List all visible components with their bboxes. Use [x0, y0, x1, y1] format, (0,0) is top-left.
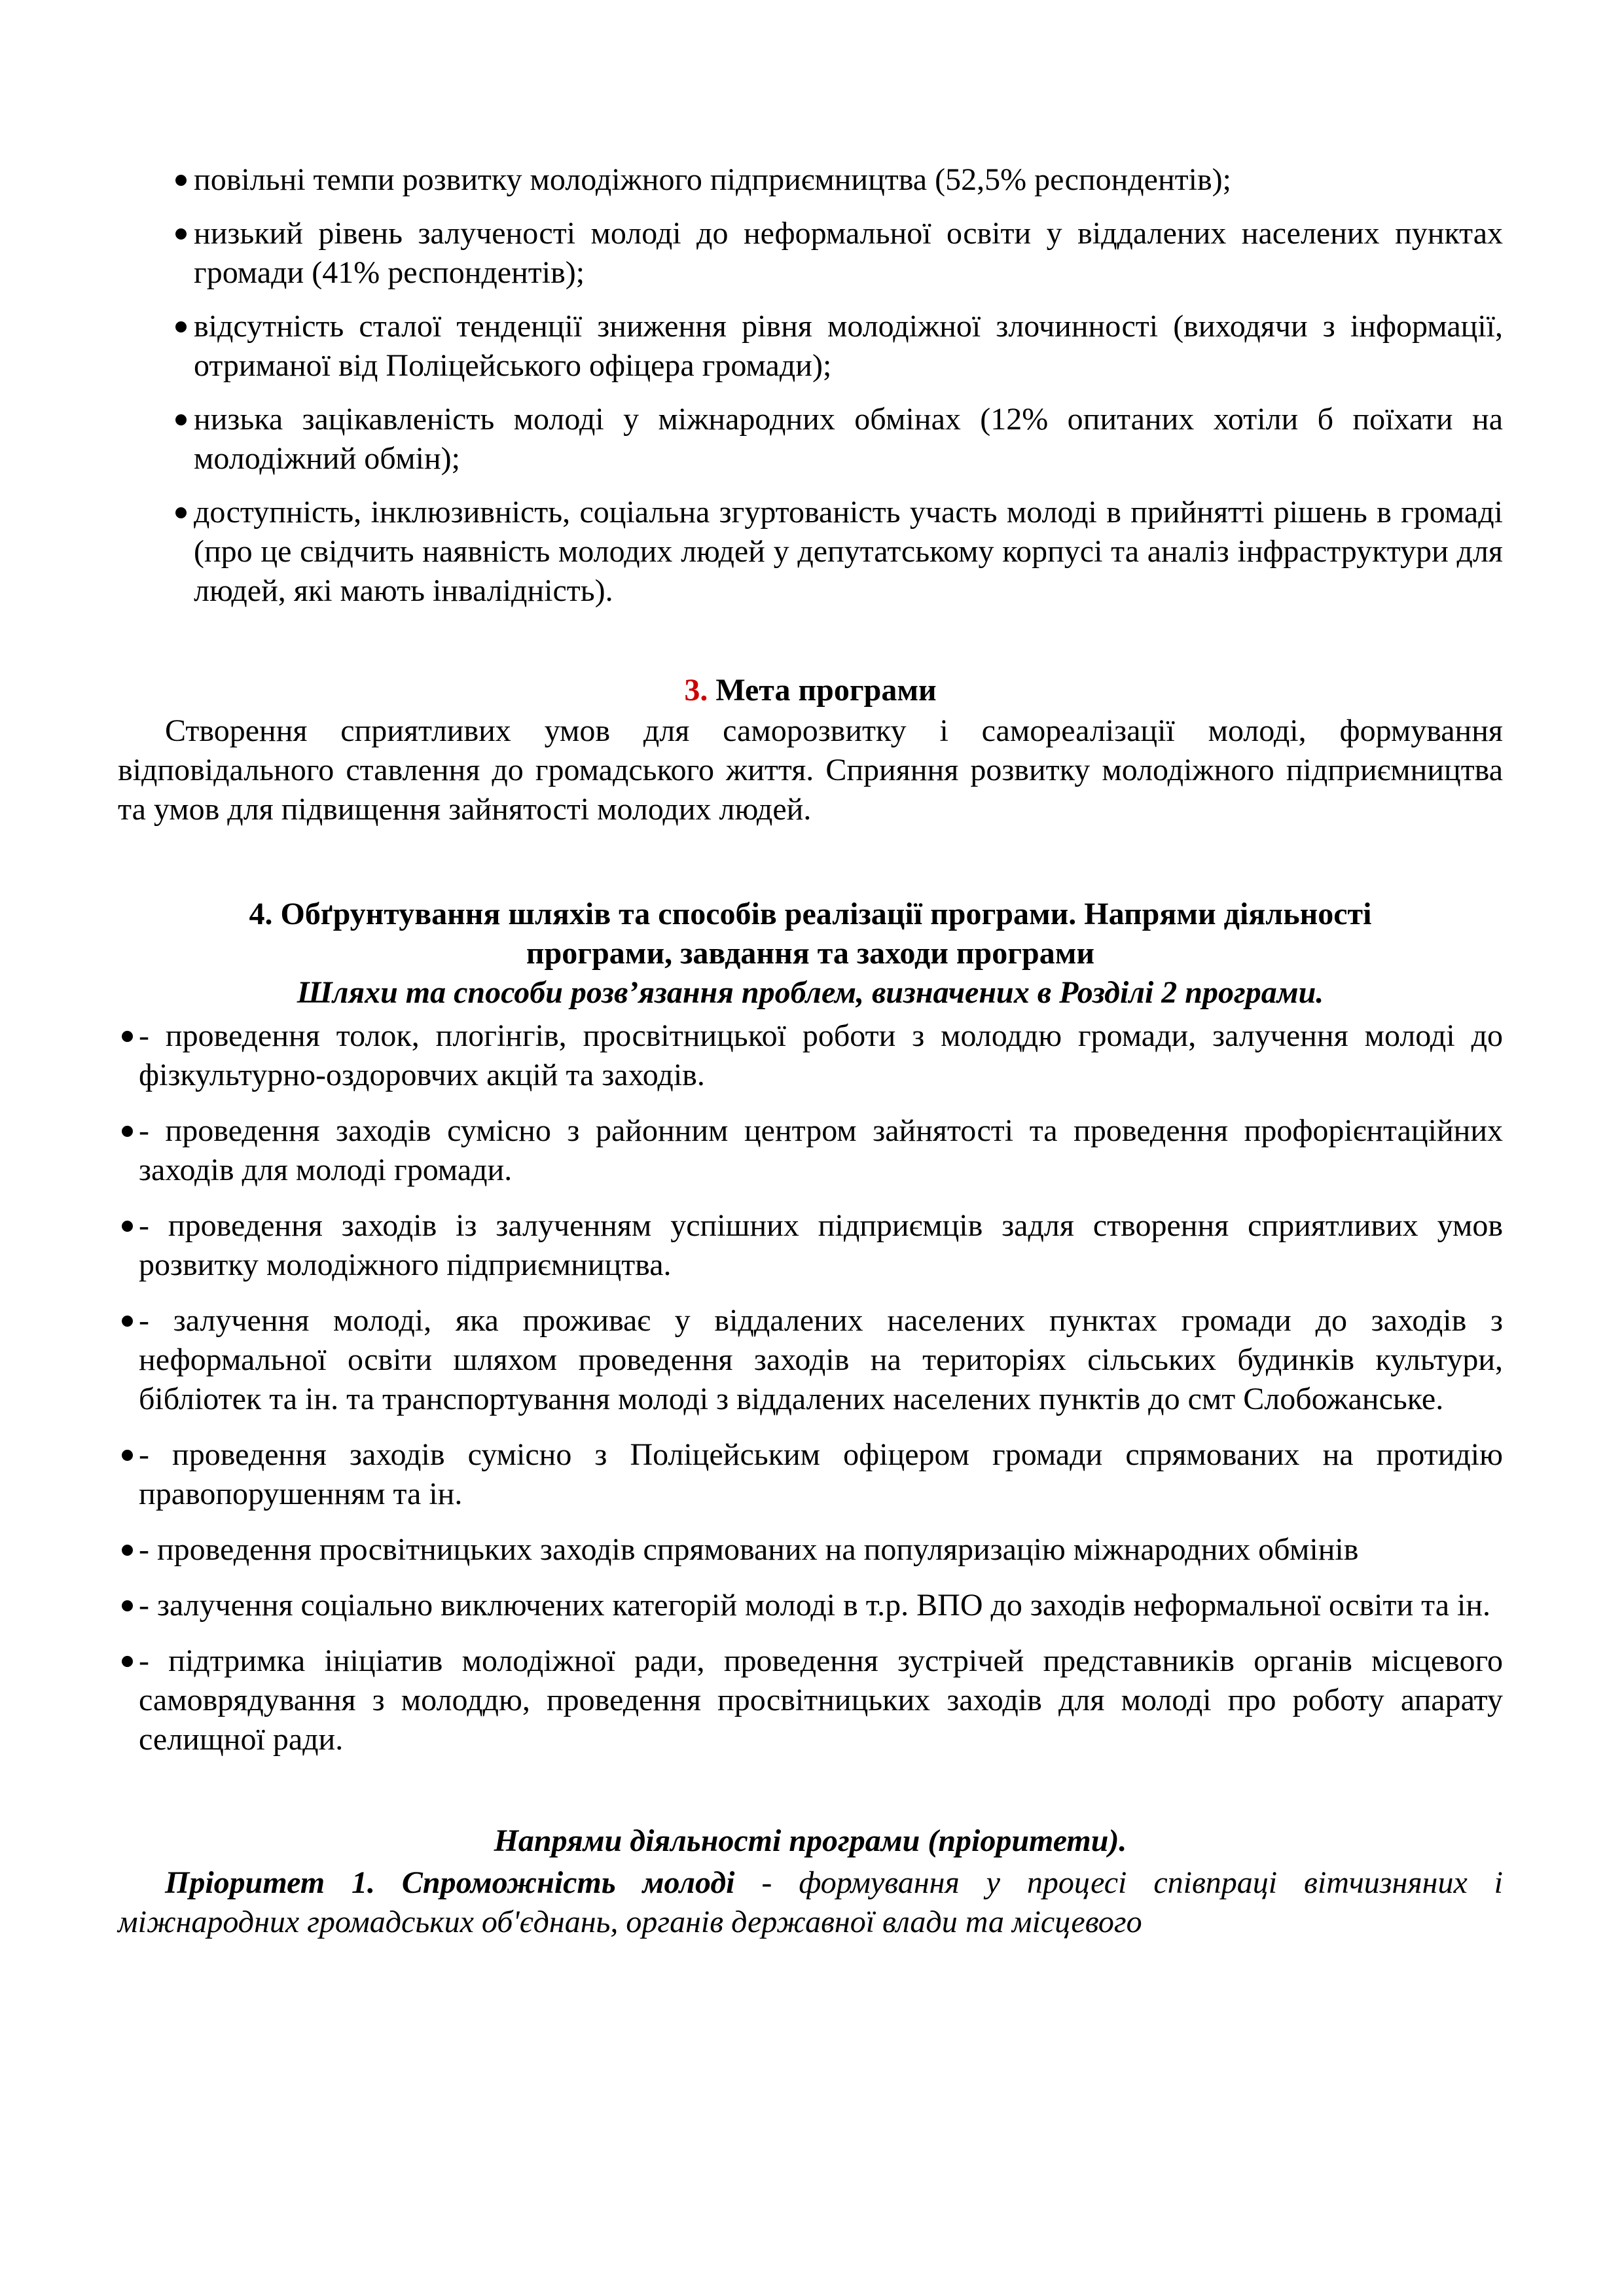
list-item-text: - проведення заходів сумісно з Поліцейським офіцером громади спрямованих на протидію правопорушенням та ін. [139, 1437, 1503, 1511]
section4-title-line2: програми, завдання та заходи програми [526, 936, 1095, 971]
bullet-icon [122, 1221, 133, 1232]
list-item [118, 160, 1503, 200]
list-item [118, 1206, 1503, 1285]
bullet-icon [122, 1600, 133, 1611]
section4-subtitle: Шляхи та способи розв’язання проблем, визначених в Розділі 2 програми. [297, 975, 1324, 1010]
list-item [118, 493, 1503, 611]
list-item-text: - проведення толок, плогінгів, просвітницької роботи з молоддю громади, залучення молоді до фізкультурно-оздоровчих акцій та заходів. [139, 1018, 1503, 1092]
list-item [118, 1111, 1503, 1190]
list-item [118, 1435, 1503, 1514]
bullet-icon [175, 228, 187, 240]
section3-paragraph: Створення сприятливих умов для саморозвитку і самореалізації молоді, формування відповідального ставлення до громадського життя. Сприяння розвитку молодіжного підприємництва та умов для підвищення зайнятості молодих людей. [118, 713, 1503, 827]
bullet-icon [175, 414, 187, 425]
list-item-text: низький рівень залученості молоді до неформальної освіти у віддалених населених пунктах громади (41% респондентів); [194, 216, 1503, 290]
bullet-icon [175, 321, 187, 332]
section3-heading [118, 671, 1503, 710]
bullet-icon [175, 175, 187, 186]
bullet-icon [122, 1031, 133, 1042]
bullet-icon [175, 507, 187, 518]
list-item [118, 307, 1503, 386]
section4-heading [118, 895, 1503, 973]
bullet-icon [122, 1126, 133, 1137]
priority1-lead: Пріоритет 1. Спроможність молоді [165, 1865, 735, 1900]
ways-list [118, 1016, 1503, 1759]
priority1-text: - формування у процесі співпраці вітчизняних і міжнародних громадських об'єднань, органів державної влади та місцевого [118, 1865, 1503, 1939]
list-item-text: низька зацікавленість молоді у міжнародних обмінах (12% опитаних хотіли б поїхати на молодіжний обмін); [194, 402, 1503, 476]
section3-title: Мета програми [715, 673, 937, 708]
priority1-paragraph [118, 1863, 1503, 1942]
list-item-text: відсутність сталої тенденції зниження рівня молодіжної злочинності (виходячи з інформації, отриманої від Поліцейського офіцера громади); [194, 309, 1503, 383]
list-item-text: - проведення просвітницьких заходів спрямованих на популяризацію міжнародних обмінів [139, 1532, 1359, 1567]
priorities-heading: Напрями діяльності програми (пріоритети). [494, 1823, 1127, 1858]
list-item-text: - залучення соціально виключених категорій молоді в т.р. ВПО до заходів неформальної освіти та ін. [139, 1588, 1491, 1623]
list-item [118, 1016, 1503, 1095]
section3-number: 3. [684, 673, 708, 708]
bullet-icon [122, 1656, 133, 1667]
list-item [118, 1301, 1503, 1419]
list-item [118, 1530, 1503, 1570]
list-item-text: - підтримка ініціатив молодіжної ради, проведення зустрічей представників органів місцевого самоврядування з молоддю, проведення просвітницьких заходів для молоді про роботу апарату селищної ради. [139, 1643, 1503, 1757]
list-item [118, 400, 1503, 478]
bullet-icon [122, 1545, 133, 1556]
list-item-text: доступність, інклюзивність, соціальна згуртованість участь молоді в прийнятті рішень в громаді (про це свідчить наявність молодих людей у депутатському корпусі та аналіз інфраструктури для людей, які мають інвалідність). [194, 495, 1503, 608]
list-item-text: - проведення заходів сумісно з районним центром зайнятості та проведення профорієнтаційних заходів для молоді громади. [139, 1113, 1503, 1187]
list-item-text: повільні темпи розвитку молодіжного підприємництва (52,5% респондентів); [194, 162, 1231, 197]
list-item [118, 1586, 1503, 1625]
bullet-icon [122, 1316, 133, 1327]
list-item-text: - залучення молоді, яка проживає у віддалених населених пунктах громади до заходів з неформальної освіти шляхом проведення заходів на територіях сільських будинків культури, бібліотек та ін. та транспортування молоді з віддалених населених пунктів до смт Слобожанське. [139, 1303, 1503, 1416]
list-item [118, 214, 1503, 293]
problems-list [118, 160, 1503, 611]
section4-title-line1: 4. Обґрунтування шляхів та способів реалізації програми. Напрями діяльності [249, 897, 1372, 931]
list-item-text: - проведення заходів із залученням успішних підприємців задля створення сприятливих умов розвитку молодіжного підприємництва. [139, 1208, 1503, 1282]
bullet-icon [122, 1450, 133, 1461]
list-item [118, 1641, 1503, 1759]
